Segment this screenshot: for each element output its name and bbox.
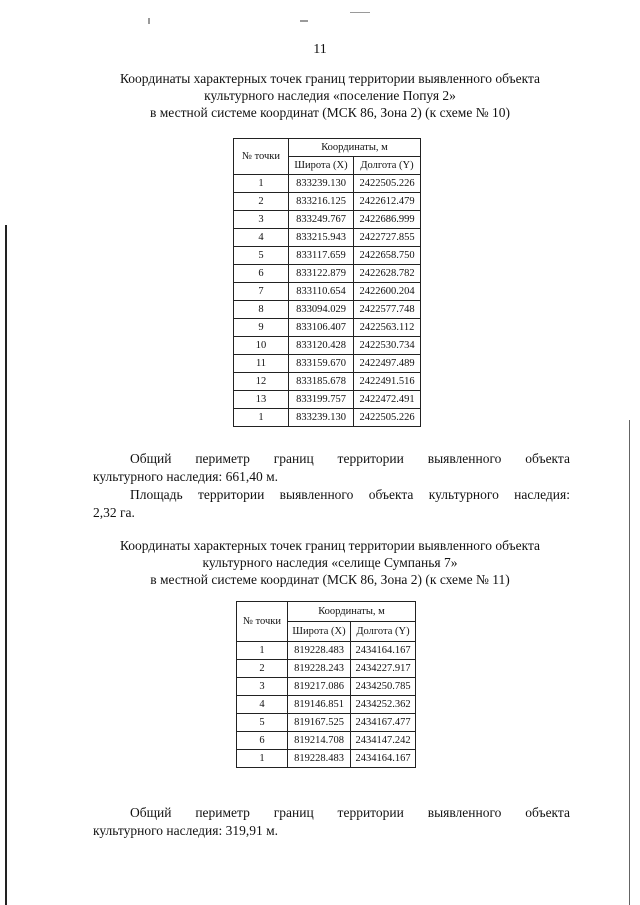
table-row (237, 678, 416, 696)
point-number-cell: 9 (234, 319, 289, 337)
column-header-longitude: Долгота (Y) (351, 622, 416, 642)
section2-heading (60, 537, 600, 588)
latitude-cell: 833239.130 (289, 175, 354, 193)
table-row (234, 193, 421, 211)
scan-speck (148, 18, 150, 24)
table-row (234, 355, 421, 373)
table-row (234, 229, 421, 247)
scan-speck (300, 20, 308, 22)
longitude-cell: 2422472.491 (354, 391, 421, 409)
point-number-cell: 11 (234, 355, 289, 373)
table-row (234, 337, 421, 355)
point-number-cell: 1 (234, 175, 289, 193)
longitude-cell: 2434147.242 (351, 732, 416, 750)
longitude-cell: 2422577.748 (354, 301, 421, 319)
table-row (237, 732, 416, 750)
point-number-cell: 4 (234, 229, 289, 247)
table-row (234, 301, 421, 319)
longitude-cell: 2434167.477 (351, 714, 416, 732)
table-row (234, 175, 421, 193)
point-number-cell: 3 (237, 678, 288, 696)
longitude-cell: 2422612.479 (354, 193, 421, 211)
longitude-cell: 2434164.167 (351, 750, 416, 768)
longitude-cell: 2422563.112 (354, 319, 421, 337)
point-number-cell: 2 (237, 660, 288, 678)
point-number-cell: 1 (237, 642, 288, 660)
area-paragraph (93, 486, 570, 522)
latitude-cell: 833106.407 (289, 319, 354, 337)
paragraph-line: Площадь территории выявленного объекта культурного наследия: (130, 487, 570, 502)
latitude-cell: 833249.767 (289, 211, 354, 229)
point-number-cell: 13 (234, 391, 289, 409)
latitude-cell: 819228.483 (288, 750, 351, 768)
coordinates-table-2 (236, 601, 416, 768)
point-number-cell: 6 (237, 732, 288, 750)
latitude-cell: 819228.483 (288, 642, 351, 660)
right-margin-scan-line (629, 420, 630, 905)
perimeter-paragraph-2 (93, 804, 570, 840)
longitude-cell: 2434227.917 (351, 660, 416, 678)
latitude-cell: 833239.130 (289, 409, 354, 427)
column-header-latitude: Широта (X) (288, 622, 351, 642)
coordinates-table-1 (233, 138, 421, 427)
table-row (237, 696, 416, 714)
left-margin-scan-line (5, 225, 7, 905)
heading-line: культурного наследия «поселение Попуя 2» (204, 88, 456, 103)
point-number-cell: 10 (234, 337, 289, 355)
latitude-cell: 833159.670 (289, 355, 354, 373)
paragraph-line: Общий периметр границ территории выявленного объекта (130, 451, 570, 466)
longitude-cell: 2422505.226 (354, 409, 421, 427)
point-number-cell: 4 (237, 696, 288, 714)
longitude-cell: 2422600.204 (354, 283, 421, 301)
longitude-cell: 2422686.999 (354, 211, 421, 229)
point-number-cell: 8 (234, 301, 289, 319)
point-number-cell: 5 (234, 247, 289, 265)
longitude-cell: 2422497.489 (354, 355, 421, 373)
heading-line: в местной системе координат (МСК 86, Зона 2) (к схеме № 10) (150, 105, 510, 120)
column-header-point: № точки (237, 602, 288, 642)
column-header-longitude: Долгота (Y) (354, 157, 421, 175)
section1-heading (60, 70, 600, 121)
point-number-cell: 6 (234, 265, 289, 283)
latitude-cell: 819146.851 (288, 696, 351, 714)
table-row (237, 750, 416, 768)
longitude-cell: 2422491.516 (354, 373, 421, 391)
column-header-latitude: Широта (X) (289, 157, 354, 175)
latitude-cell: 833185.678 (289, 373, 354, 391)
paragraph-line: 2,32 га. (93, 505, 135, 520)
longitude-cell: 2434164.167 (351, 642, 416, 660)
latitude-cell: 833122.879 (289, 265, 354, 283)
scan-speck (350, 12, 370, 13)
paragraph-line: культурного наследия: 319,91 м. (93, 823, 279, 838)
latitude-cell: 819228.243 (288, 660, 351, 678)
table-row (237, 660, 416, 678)
heading-line: в местной системе координат (МСК 86, Зона 2) (к схеме № 11) (150, 572, 510, 587)
point-number-cell: 3 (234, 211, 289, 229)
table-row (234, 409, 421, 427)
latitude-cell: 833199.757 (289, 391, 354, 409)
table-row (237, 642, 416, 660)
heading-line: Координаты характерных точек границ территории выявленного объекта (119, 71, 541, 86)
table-row (234, 319, 421, 337)
table-row (234, 265, 421, 283)
point-number-cell: 5 (237, 714, 288, 732)
longitude-cell: 2422505.226 (354, 175, 421, 193)
point-number-cell: 1 (234, 409, 289, 427)
point-number-cell: 2 (234, 193, 289, 211)
point-number-cell: 1 (237, 750, 288, 768)
column-header-coords: Координаты, м (288, 602, 416, 622)
longitude-cell: 2422530.734 (354, 337, 421, 355)
longitude-cell: 2434250.785 (351, 678, 416, 696)
point-number-cell: 12 (234, 373, 289, 391)
table-row (237, 714, 416, 732)
longitude-cell: 2434252.362 (351, 696, 416, 714)
latitude-cell: 833120.428 (289, 337, 354, 355)
point-number-cell: 7 (234, 283, 289, 301)
latitude-cell: 819167.525 (288, 714, 351, 732)
table-row (234, 247, 421, 265)
paragraph-line: культурного наследия: 661,40 м. (93, 469, 279, 484)
longitude-cell: 2422628.782 (354, 265, 421, 283)
table-row (234, 211, 421, 229)
page-number: 11 (313, 42, 327, 57)
heading-line: Координаты характерных точек границ территории выявленного объекта (119, 538, 541, 553)
column-header-coords: Координаты, м (289, 139, 421, 157)
table-row (234, 283, 421, 301)
latitude-cell: 833215.943 (289, 229, 354, 247)
latitude-cell: 833110.654 (289, 283, 354, 301)
heading-line: культурного наследия «селище Сумпанья 7» (202, 555, 458, 570)
latitude-cell: 833117.659 (289, 247, 354, 265)
longitude-cell: 2422658.750 (354, 247, 421, 265)
table-row (234, 391, 421, 409)
table-row (234, 373, 421, 391)
latitude-cell: 819217.086 (288, 678, 351, 696)
longitude-cell: 2422727.855 (354, 229, 421, 247)
latitude-cell: 833094.029 (289, 301, 354, 319)
paragraph-line: Общий периметр границ территории выявленного объекта (130, 805, 570, 820)
latitude-cell: 819214.708 (288, 732, 351, 750)
column-header-point: № точки (234, 139, 289, 175)
perimeter-paragraph-1 (93, 450, 570, 486)
latitude-cell: 833216.125 (289, 193, 354, 211)
